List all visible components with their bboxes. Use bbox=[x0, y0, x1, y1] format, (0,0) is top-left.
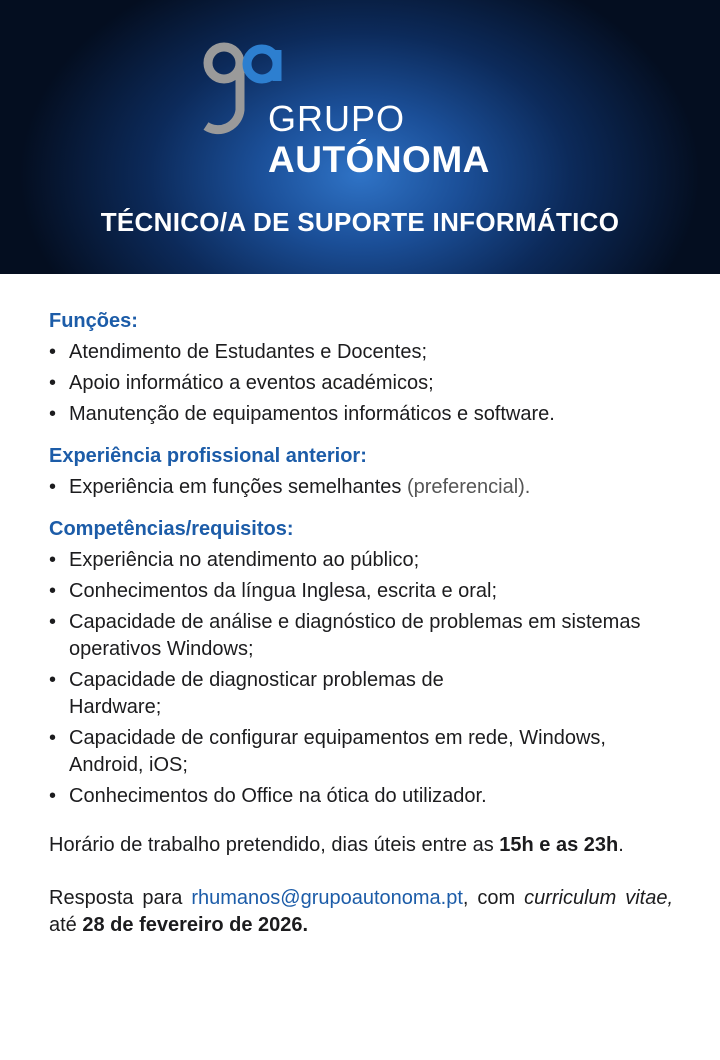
list-item-text: Manutenção de equipamentos informáticos e software. bbox=[69, 403, 555, 425]
deadline: 28 de fevereiro de 2026. bbox=[82, 914, 309, 936]
list-item bbox=[49, 725, 669, 779]
list-item bbox=[49, 667, 539, 721]
list-item-text: Capacidade de análise e diagnóstico de problemas em sistemas operativos Windows; bbox=[69, 611, 641, 660]
contact-prefix: Resposta para bbox=[49, 887, 183, 909]
section-title-funcoes: Funções: bbox=[49, 310, 138, 332]
list-item-text: Capacidade de configurar equipamentos em rede, Windows, Android, iOS; bbox=[69, 727, 606, 776]
list-competencias bbox=[49, 547, 673, 810]
hours-text: Horário de trabalho pretendido, dias úteis entre as bbox=[49, 834, 494, 856]
list-item bbox=[49, 783, 673, 810]
grupo-autonoma-logo bbox=[200, 38, 530, 188]
list-item-text: Experiência em funções semelhantes bbox=[69, 476, 402, 498]
list-item bbox=[49, 401, 569, 428]
list-funcoes bbox=[49, 339, 673, 428]
list-item bbox=[49, 370, 673, 397]
list-item-text: Conhecimentos da língua Inglesa, escrita e oral; bbox=[69, 580, 498, 602]
list-item bbox=[49, 474, 673, 501]
contact-info bbox=[49, 885, 673, 939]
list-item bbox=[49, 339, 673, 366]
bullet: • bbox=[49, 476, 57, 498]
list-item bbox=[49, 547, 673, 574]
bullet: • bbox=[49, 611, 57, 633]
brand-name-line2: AUTÓNOMA bbox=[268, 139, 490, 180]
job-title: TÉCNICO/A DE SUPORTE INFORMÁTICO bbox=[100, 207, 620, 237]
list-item-text: Atendimento de Estudantes e Docentes; bbox=[69, 341, 428, 363]
contact-until: até bbox=[49, 914, 77, 936]
list-item bbox=[49, 609, 679, 663]
bullet: • bbox=[49, 403, 57, 425]
bullet: • bbox=[49, 785, 57, 807]
job-description bbox=[49, 307, 673, 965]
working-hours bbox=[49, 832, 673, 859]
contact-middle: , com bbox=[462, 887, 516, 909]
list-item bbox=[49, 578, 673, 605]
section-title-experiencia: Experiência profissional anterior: bbox=[49, 445, 367, 467]
list-experiencia bbox=[49, 474, 673, 501]
list-item-text: Capacidade de diagnosticar problemas de Hardware; bbox=[69, 669, 444, 718]
list-item-text: Experiência no atendimento ao público; bbox=[69, 549, 420, 571]
cv-text: curriculum vitae, bbox=[524, 887, 673, 909]
list-item-text: Apoio informático a eventos académicos; bbox=[69, 372, 434, 394]
bullet: • bbox=[49, 549, 57, 571]
bullet: • bbox=[49, 580, 57, 602]
preference-note: (preferencial). bbox=[406, 476, 531, 498]
brand-name-line1: GRUPO bbox=[268, 98, 406, 139]
bullet: • bbox=[49, 341, 57, 363]
bullet: • bbox=[49, 669, 57, 691]
header-banner bbox=[0, 0, 720, 274]
hours-range: 15h e as 23h bbox=[499, 834, 619, 856]
section-title-competencias: Competências/requisitos: bbox=[49, 518, 294, 540]
hours-end: . bbox=[618, 834, 624, 856]
bullet: • bbox=[49, 727, 57, 749]
bullet: • bbox=[49, 372, 57, 394]
list-item-text: Conhecimentos do Office na ótica do utilizador. bbox=[69, 785, 487, 807]
email-link[interactable]: rhumanos@grupoautonoma.pt bbox=[191, 887, 463, 909]
